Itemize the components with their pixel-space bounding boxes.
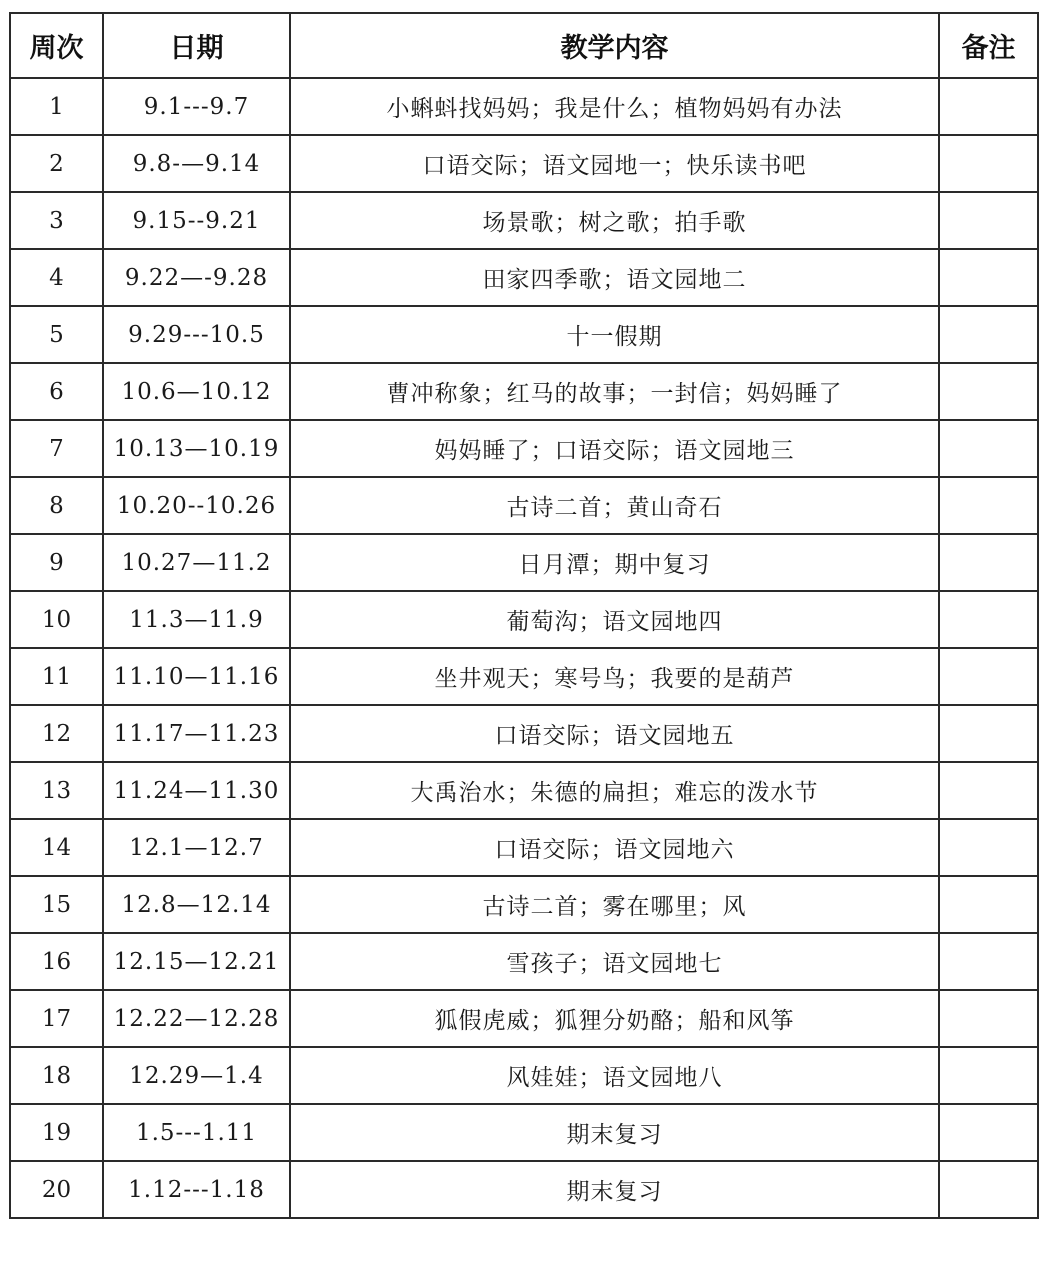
note-cell	[939, 78, 1038, 135]
table-row	[10, 1161, 1038, 1218]
table-row	[10, 1047, 1038, 1104]
content-cell: 葡萄沟；语文园地四	[290, 591, 939, 648]
note-cell	[939, 306, 1038, 363]
date-cell: 11.10—11.16	[103, 648, 290, 705]
week-cell: 15	[10, 876, 103, 933]
table-row	[10, 192, 1038, 249]
note-cell	[939, 249, 1038, 306]
date-cell: 12.15—12.21	[103, 933, 290, 990]
content-cell: 曹冲称象；红马的故事；一封信；妈妈睡了	[290, 363, 939, 420]
date-cell: 11.3—11.9	[103, 591, 290, 648]
date-cell: 9.22—-9.28	[103, 249, 290, 306]
note-cell	[939, 762, 1038, 819]
table-row	[10, 819, 1038, 876]
content-cell: 狐假虎威；狐狸分奶酪；船和风筝	[290, 990, 939, 1047]
date-cell: 9.29---10.5	[103, 306, 290, 363]
table-row	[10, 135, 1038, 192]
week-cell: 1	[10, 78, 103, 135]
week-cell: 17	[10, 990, 103, 1047]
content-cell: 小蝌蚪找妈妈；我是什么；植物妈妈有办法	[290, 78, 939, 135]
content-cell: 场景歌；树之歌；拍手歌	[290, 192, 939, 249]
date-cell: 12.1—12.7	[103, 819, 290, 876]
table-row	[10, 876, 1038, 933]
note-cell	[939, 1047, 1038, 1104]
table-row	[10, 1104, 1038, 1161]
content-cell: 口语交际；语文园地五	[290, 705, 939, 762]
content-cell: 十一假期	[290, 306, 939, 363]
content-cell: 雪孩子；语文园地七	[290, 933, 939, 990]
date-cell: 10.20--10.26	[103, 477, 290, 534]
week-cell: 19	[10, 1104, 103, 1161]
note-cell	[939, 534, 1038, 591]
header-content: 教学内容	[290, 13, 939, 78]
week-cell: 8	[10, 477, 103, 534]
date-cell: 9.8-—9.14	[103, 135, 290, 192]
table-row	[10, 249, 1038, 306]
week-cell: 11	[10, 648, 103, 705]
table-row	[10, 705, 1038, 762]
week-cell: 9	[10, 534, 103, 591]
week-cell: 13	[10, 762, 103, 819]
date-cell: 10.13—10.19	[103, 420, 290, 477]
date-cell: 1.12---1.18	[103, 1161, 290, 1218]
content-cell: 期末复习	[290, 1161, 939, 1218]
table-row	[10, 933, 1038, 990]
week-cell: 12	[10, 705, 103, 762]
note-cell	[939, 1161, 1038, 1218]
note-cell	[939, 420, 1038, 477]
content-cell: 古诗二首；雾在哪里；风	[290, 876, 939, 933]
note-cell	[939, 990, 1038, 1047]
content-cell: 日月潭；期中复习	[290, 534, 939, 591]
content-cell: 古诗二首；黄山奇石	[290, 477, 939, 534]
header-row	[10, 13, 1038, 78]
week-cell: 16	[10, 933, 103, 990]
header-note: 备注	[939, 13, 1038, 78]
content-cell: 口语交际；语文园地六	[290, 819, 939, 876]
week-cell: 14	[10, 819, 103, 876]
table-row	[10, 591, 1038, 648]
note-cell	[939, 705, 1038, 762]
table-row	[10, 306, 1038, 363]
header-week: 周次	[10, 13, 103, 78]
date-cell: 12.8—12.14	[103, 876, 290, 933]
week-cell: 10	[10, 591, 103, 648]
content-cell: 风娃娃；语文园地八	[290, 1047, 939, 1104]
teaching-schedule	[9, 12, 1037, 1219]
week-cell: 4	[10, 249, 103, 306]
date-cell: 1.5---1.11	[103, 1104, 290, 1161]
week-cell: 6	[10, 363, 103, 420]
note-cell	[939, 648, 1038, 705]
date-cell: 10.6—10.12	[103, 363, 290, 420]
table-row	[10, 363, 1038, 420]
date-cell: 12.29—1.4	[103, 1047, 290, 1104]
week-cell: 18	[10, 1047, 103, 1104]
table-row	[10, 477, 1038, 534]
content-cell: 田家四季歌；语文园地二	[290, 249, 939, 306]
date-cell: 9.1---9.7	[103, 78, 290, 135]
date-cell: 10.27—11.2	[103, 534, 290, 591]
date-cell: 12.22—12.28	[103, 990, 290, 1047]
note-cell	[939, 477, 1038, 534]
table-row	[10, 648, 1038, 705]
schedule-body	[10, 78, 1038, 1218]
week-cell: 5	[10, 306, 103, 363]
note-cell	[939, 819, 1038, 876]
week-cell: 7	[10, 420, 103, 477]
content-cell: 坐井观天；寒号鸟；我要的是葫芦	[290, 648, 939, 705]
table-row	[10, 78, 1038, 135]
week-cell: 2	[10, 135, 103, 192]
content-cell: 期末复习	[290, 1104, 939, 1161]
week-cell: 20	[10, 1161, 103, 1218]
date-cell: 11.17—11.23	[103, 705, 290, 762]
note-cell	[939, 363, 1038, 420]
note-cell	[939, 192, 1038, 249]
schedule-table	[9, 12, 1039, 1219]
note-cell	[939, 1104, 1038, 1161]
table-row	[10, 534, 1038, 591]
header-date: 日期	[103, 13, 290, 78]
table-row	[10, 990, 1038, 1047]
date-cell: 9.15--9.21	[103, 192, 290, 249]
note-cell	[939, 933, 1038, 990]
table-row	[10, 762, 1038, 819]
week-cell: 3	[10, 192, 103, 249]
note-cell	[939, 876, 1038, 933]
content-cell: 妈妈睡了；口语交际；语文园地三	[290, 420, 939, 477]
note-cell	[939, 591, 1038, 648]
table-row	[10, 420, 1038, 477]
content-cell: 大禹治水；朱德的扁担；难忘的泼水节	[290, 762, 939, 819]
date-cell: 11.24—11.30	[103, 762, 290, 819]
note-cell	[939, 135, 1038, 192]
content-cell: 口语交际；语文园地一；快乐读书吧	[290, 135, 939, 192]
